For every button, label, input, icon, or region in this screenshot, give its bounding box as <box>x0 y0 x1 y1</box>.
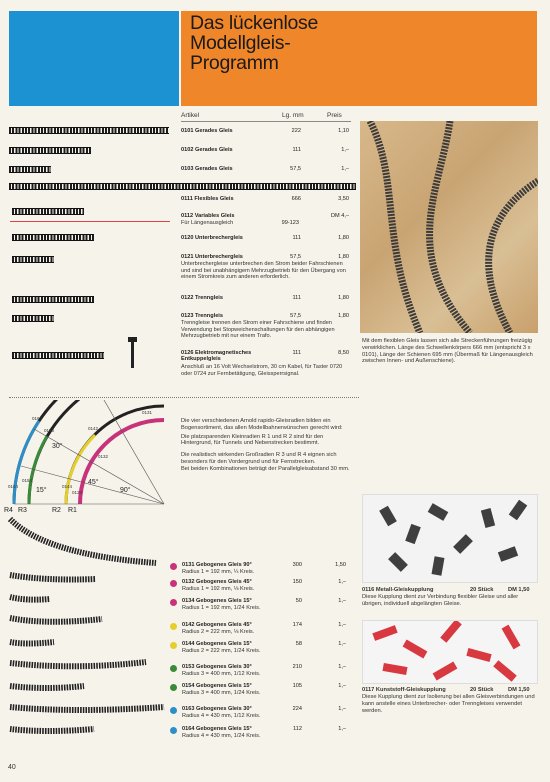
label-0134: 0134 <box>72 490 83 495</box>
item-length: 58 <box>295 641 302 647</box>
title-line-2: Modellgleis- <box>190 32 291 54</box>
item-length: 112 <box>293 726 302 732</box>
label-0142: 0142 <box>88 426 99 431</box>
item-length: 111 <box>292 350 301 356</box>
item-price: 1,– <box>338 622 346 628</box>
metal-coupling-piece <box>405 524 421 544</box>
item-length: 57,5 <box>290 166 301 172</box>
item-price: 1,– <box>341 147 349 153</box>
track-0122-illustration <box>12 296 94 303</box>
label-r4: R4 <box>4 507 13 512</box>
item-price: 1,– <box>338 579 346 585</box>
plastic-coupling-piece <box>382 663 407 675</box>
label-0163: 0163 <box>32 416 43 421</box>
item-name: 0123 Trenngleis <box>181 313 223 319</box>
label-0144: 0144 <box>62 484 73 489</box>
radius-text-p2: Die platzsparenden Kleinradien R 1 und R 2 sind für den Hintergrund, für Tunnels und Nebenstrecken bestimmt. <box>181 433 324 447</box>
item-desc: Für Längenausgleich <box>181 220 234 226</box>
item-price: 1,– <box>338 641 346 647</box>
label-angle-45: 45° <box>88 479 99 486</box>
metal-coupling-piece <box>498 546 518 562</box>
item-length: 222 <box>291 128 301 134</box>
curve-0164 <box>10 729 94 731</box>
item-price: 1,– <box>338 683 346 689</box>
item-price: 1,50 <box>335 562 346 568</box>
signal-head-icon <box>128 337 137 342</box>
item-desc: Radius 4 = 430 mm, 1/24 Kreis. <box>182 733 261 739</box>
item-price: DM 4,– <box>330 213 349 219</box>
item-desc: Anschluß an 16 Volt Wechselstrom, 30 cm Kabel, für Taster 0720 oder 0724 zur Fernbetätigung, Gleissperrsignal. <box>181 364 343 377</box>
track-0111-illustration <box>9 183 356 190</box>
color-dot-r3 <box>170 684 177 691</box>
item-desc: Trenngleise trennen den Strom einer Fahrschiene und finden Verwendung bei Stopweichenschaltungen für den abhängigen Mehrzugbetrieb mit nur einem Trafo. <box>181 320 335 340</box>
item-length: 111 <box>292 147 301 153</box>
plastic-coupling-price: DM 1,50 <box>508 687 530 693</box>
track-0102-illustration <box>9 147 91 154</box>
column-header-length: Lg. mm <box>282 112 304 119</box>
item-name: 0122 Trenngleis <box>181 295 223 301</box>
item-price: 1,80 <box>338 235 349 241</box>
item-desc: Radius 2 = 222 mm, ⅛ Kreis. <box>182 629 255 635</box>
item-price: 1,– <box>338 664 346 670</box>
track-0112-illustration <box>12 208 84 215</box>
column-header-price: Preis <box>327 112 342 119</box>
item-desc: Unterbrechergleise unterbrechen den Strom beider Fahrschienen und sind bei unabhängigem Mehrzugbetrieb für den Übergang von einem Stromkreis zum anderen erforderlich. <box>181 261 346 281</box>
item-length: 111 <box>292 235 301 241</box>
item-desc: Radius 4 = 430 mm, 1/12 Kreis. <box>182 713 261 719</box>
color-dot-r3 <box>170 665 177 672</box>
plastic-coupling-title: 0117 Kunststoff-Gleiskupplung <box>362 687 446 693</box>
radius-line <box>34 429 164 504</box>
label-0132: 0132 <box>98 454 109 459</box>
item-length: 50 <box>295 598 302 604</box>
metal-coupling-desc: Diese Kupplung dient zur Verbindung flexibler Gleise und aller übrigen, individuell abgelängten Gleise. <box>362 594 519 607</box>
item-price: 1,– <box>338 726 346 732</box>
item-length: 174 <box>292 622 302 628</box>
flexible-track-curve <box>430 121 470 333</box>
label-angle-30: 30° <box>52 443 63 450</box>
label-r3: R3 <box>18 507 27 512</box>
item-name: 0111 Flexibles Gleis <box>181 196 234 202</box>
metal-coupling-caption <box>362 587 540 608</box>
track-0103-illustration <box>9 166 51 173</box>
plastic-coupling-piece <box>433 662 458 681</box>
item-length: 105 <box>292 683 302 689</box>
metal-coupling-piece <box>388 552 408 572</box>
label-0154: 0154 <box>22 478 33 483</box>
item-price: 1,80 <box>338 295 349 301</box>
title-line-1: Das lückenlose <box>190 12 319 34</box>
plastic-coupling-piece <box>466 648 491 662</box>
label-r1: R1 <box>68 507 77 512</box>
plastic-coupling-piece <box>502 625 521 650</box>
radius-text-p4: Bei beiden Kombinationen beträgt der Parallelgleisabstand 30 mm. <box>181 465 350 472</box>
item-name: 0121 Unterbrechergleis <box>181 254 243 260</box>
track-0121-illustration <box>12 256 54 263</box>
color-dot-r1 <box>170 599 177 606</box>
item-name: 0112 Variables Gleis <box>181 213 235 219</box>
color-dot-r1 <box>170 563 177 570</box>
item-price: 1,– <box>338 598 346 604</box>
track-0123-illustration <box>12 315 54 322</box>
metal-coupling-piece <box>428 503 449 521</box>
title-line-3: Programm <box>190 52 279 74</box>
item-name: 0163 Gebogenes Gleis 30° <box>182 706 252 712</box>
metal-coupling-photo <box>362 494 538 583</box>
item-price: 1,80 <box>338 254 349 260</box>
flexible-track-curve <box>489 181 538 333</box>
flexible-track-curve <box>370 121 420 333</box>
item-name: 0134 Gebogenes Gleis 15° <box>182 598 252 604</box>
item-desc: Radius 1 = 192 mm, 1/24 Kreis. <box>182 605 261 611</box>
item-length: 300 <box>292 562 302 568</box>
item-length: 224 <box>292 706 302 712</box>
item-name: 0103 Gerades Gleis <box>181 166 233 172</box>
metal-coupling-piece <box>509 500 528 520</box>
plastic-coupling-piece <box>493 660 517 682</box>
color-dot-r4 <box>170 707 177 714</box>
item-price: 1,10 <box>338 128 349 134</box>
item-name: 0120 Unterbrechergleis <box>181 235 243 241</box>
item-name: 0132 Gebogenes Gleis 45° <box>182 579 252 585</box>
item-name: 0126 Elektromagnetisches Entkuppelgleis <box>181 350 252 362</box>
label-angle-15: 15° <box>36 487 47 494</box>
item-price: 1,80 <box>338 313 349 319</box>
header-blue-block <box>9 11 179 106</box>
metal-coupling-price: DM 1,50 <box>508 587 530 593</box>
item-name: 0142 Gebogenes Gleis 45° <box>182 622 252 628</box>
metal-coupling-qty: 20 Stück <box>470 587 494 593</box>
item-length: 111 <box>292 295 301 301</box>
curve-0153 <box>10 662 146 666</box>
item-name: 0101 Gerades Gleis <box>181 128 233 134</box>
flexible-track-photo-svg <box>360 121 538 333</box>
item-desc: Radius 1 = 192 mm, ¼ Kreis. <box>182 569 255 575</box>
plastic-coupling-photo-svg <box>363 621 539 685</box>
item-price: 1,– <box>338 706 346 712</box>
label-r2: R2 <box>52 507 61 512</box>
radius-text-p3: Die realistisch wirkenden Großradien R 3 und R 4 eignen sich besonders für den Vordergrund und für Fernstrecken. <box>181 452 337 465</box>
flexible-track-photo <box>360 121 538 333</box>
color-dot-r2 <box>170 642 177 649</box>
item-name: 0102 Gerades Gleis <box>181 147 233 153</box>
item-price: 1,– <box>341 166 349 172</box>
track-0112-dimension-line <box>10 221 170 222</box>
item-price: 3,50 <box>338 196 349 202</box>
plastic-coupling-piece <box>403 640 428 659</box>
page-title <box>190 13 318 73</box>
metal-coupling-piece <box>481 508 495 528</box>
color-dot-r2 <box>170 623 177 630</box>
plastic-coupling-caption <box>362 687 540 714</box>
label-angle-90: 90° <box>120 487 131 494</box>
item-desc: Radius 1 = 192 mm, ⅛ Kreis. <box>182 586 255 592</box>
curve-0142 <box>10 618 102 622</box>
item-price: 8,50 <box>338 350 349 356</box>
item-name: 0144 Gebogenes Gleis 15° <box>182 641 252 647</box>
label-0153: 0153 <box>44 428 55 433</box>
item-length: 99-123 <box>281 220 299 226</box>
radius-intro <box>181 418 351 473</box>
item-length: 210 <box>292 664 302 670</box>
plastic-coupling-photo <box>362 620 538 684</box>
curve-0134 <box>10 597 50 600</box>
item-name: 0131 Gebogenes Gleis 90° <box>182 562 252 568</box>
metal-coupling-photo-svg <box>363 495 539 584</box>
color-dot-r4 <box>170 727 177 734</box>
metal-coupling-piece <box>432 556 445 575</box>
track-0101-illustration <box>9 127 169 134</box>
metal-coupling-piece <box>379 506 397 527</box>
plastic-coupling-desc: Diese Kupplung dient zur Isolierung bei allen Gleisverbindungen und kann anstelle eines Unterbrecher- oder Trenngleises verwendet werden. <box>362 694 535 714</box>
item-desc: Radius 3 = 400 mm, 1/24 Kreis. <box>182 690 261 696</box>
radius-text-p1: Die vier verschiedenen Arnold rapido-Gleisradien bilden ein Bogensortiment, das allen Modellbahnerwünschen gerecht wird: <box>181 418 343 431</box>
column-header-artikel: Artikel <box>181 112 200 119</box>
curve-0131 <box>10 519 156 563</box>
curve-0144 <box>10 642 54 644</box>
color-dot-r1 <box>170 580 177 587</box>
column-header-rule <box>181 121 351 122</box>
curve-0132 <box>10 575 96 580</box>
item-desc: Radius 3 = 400 mm, 1/12 Kreis. <box>182 671 261 677</box>
metal-coupling-title: 0116 Metall-Gleiskupplung <box>362 587 434 593</box>
item-name: 0154 Gebogenes Gleis 15° <box>182 683 252 689</box>
label-0164: 0164 <box>8 484 19 489</box>
item-length: 150 <box>292 579 302 585</box>
signal-post-icon <box>131 338 134 368</box>
curve-0154 <box>10 686 84 688</box>
page-number: 40 <box>8 764 16 771</box>
item-length: 57,5 <box>290 254 301 260</box>
curved-tracks-illustration <box>6 515 171 745</box>
plastic-coupling-piece <box>440 621 462 643</box>
item-name: 0153 Gebogenes Gleis 30° <box>182 664 252 670</box>
track-0126-illustration <box>12 352 104 359</box>
section-divider <box>9 397 359 398</box>
curve-0163 <box>10 707 164 710</box>
label-0131: 0131 <box>142 410 153 415</box>
item-length: 57,5 <box>290 313 301 319</box>
track-0120-illustration <box>12 234 94 241</box>
flexible-track-caption: Mit dem flexiblen Gleis lassen sich alle Streckenführungen freizügig verwirklichen. Länge des Schwellenkörpers 666 mm (entspricht 3 x 0101), Länge der Schienen 695 mm (Übermaß für Längenausgleich zwischen Innen- und Außenschiene). <box>362 338 533 365</box>
metal-coupling-piece <box>453 534 473 554</box>
item-name: 0164 Gebogenes Gleis 15° <box>182 726 252 732</box>
plastic-coupling-piece <box>372 625 397 641</box>
item-desc: Radius 2 = 222 mm, 1/24 Kreis. <box>182 648 261 654</box>
item-length: 666 <box>291 196 301 202</box>
radius-diagram <box>2 400 177 512</box>
plastic-coupling-qty: 20 Stück <box>470 687 494 693</box>
